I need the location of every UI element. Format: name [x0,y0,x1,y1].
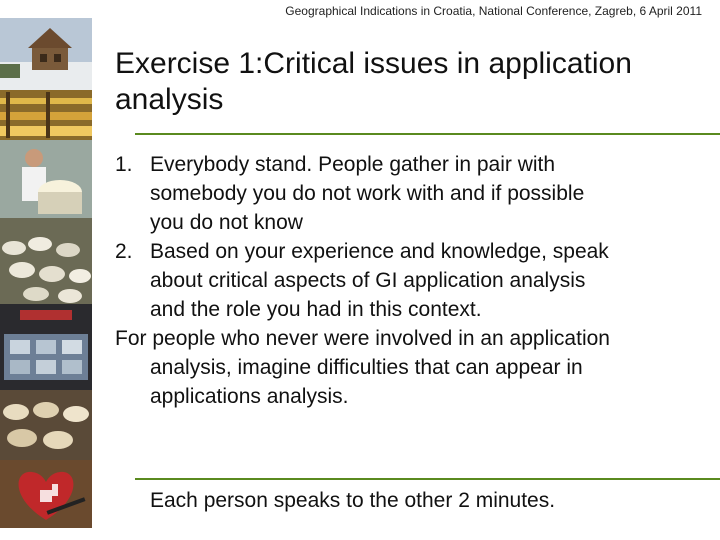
slide-body [115,150,615,411]
list-item-number: 2. [115,240,133,263]
list-item-text: Everybody stand. People gather in pair with somebody you do not work with and if possible you do not know [150,153,585,234]
exercise-steps [115,150,615,324]
cheesemaker-photo [0,140,92,218]
gingerbread-heart-photo [0,460,92,528]
slide-header: Geographical Indications in Croatia, National Conference, Zagreb, 6 April 2011 [285,4,702,18]
list-item [115,150,615,237]
cheese-wheels-photo [0,390,92,460]
instruction-note: For people who never were involved in an application analysis, imagine difficulties that can appear in applications analysis. [115,327,610,408]
title-divider [135,133,720,135]
list-item-text: Based on your experience and knowledge, speak about critical aspects of GI application analysis and the role you had in this context. [150,240,609,321]
timing-note: Each person speaks to the other 2 minutes. [150,489,556,512]
list-item-number: 1. [115,153,133,176]
village-house-photo [0,18,92,90]
fish-market-photo [0,304,92,390]
list-item [115,237,615,324]
section-divider [135,478,720,480]
cheese-shelf-photo [0,90,92,140]
slide-title: Exercise 1:Critical issues in application analysis [115,47,632,116]
sheep-herd-photo [0,218,92,304]
sidebar-photo-strip [0,18,92,528]
